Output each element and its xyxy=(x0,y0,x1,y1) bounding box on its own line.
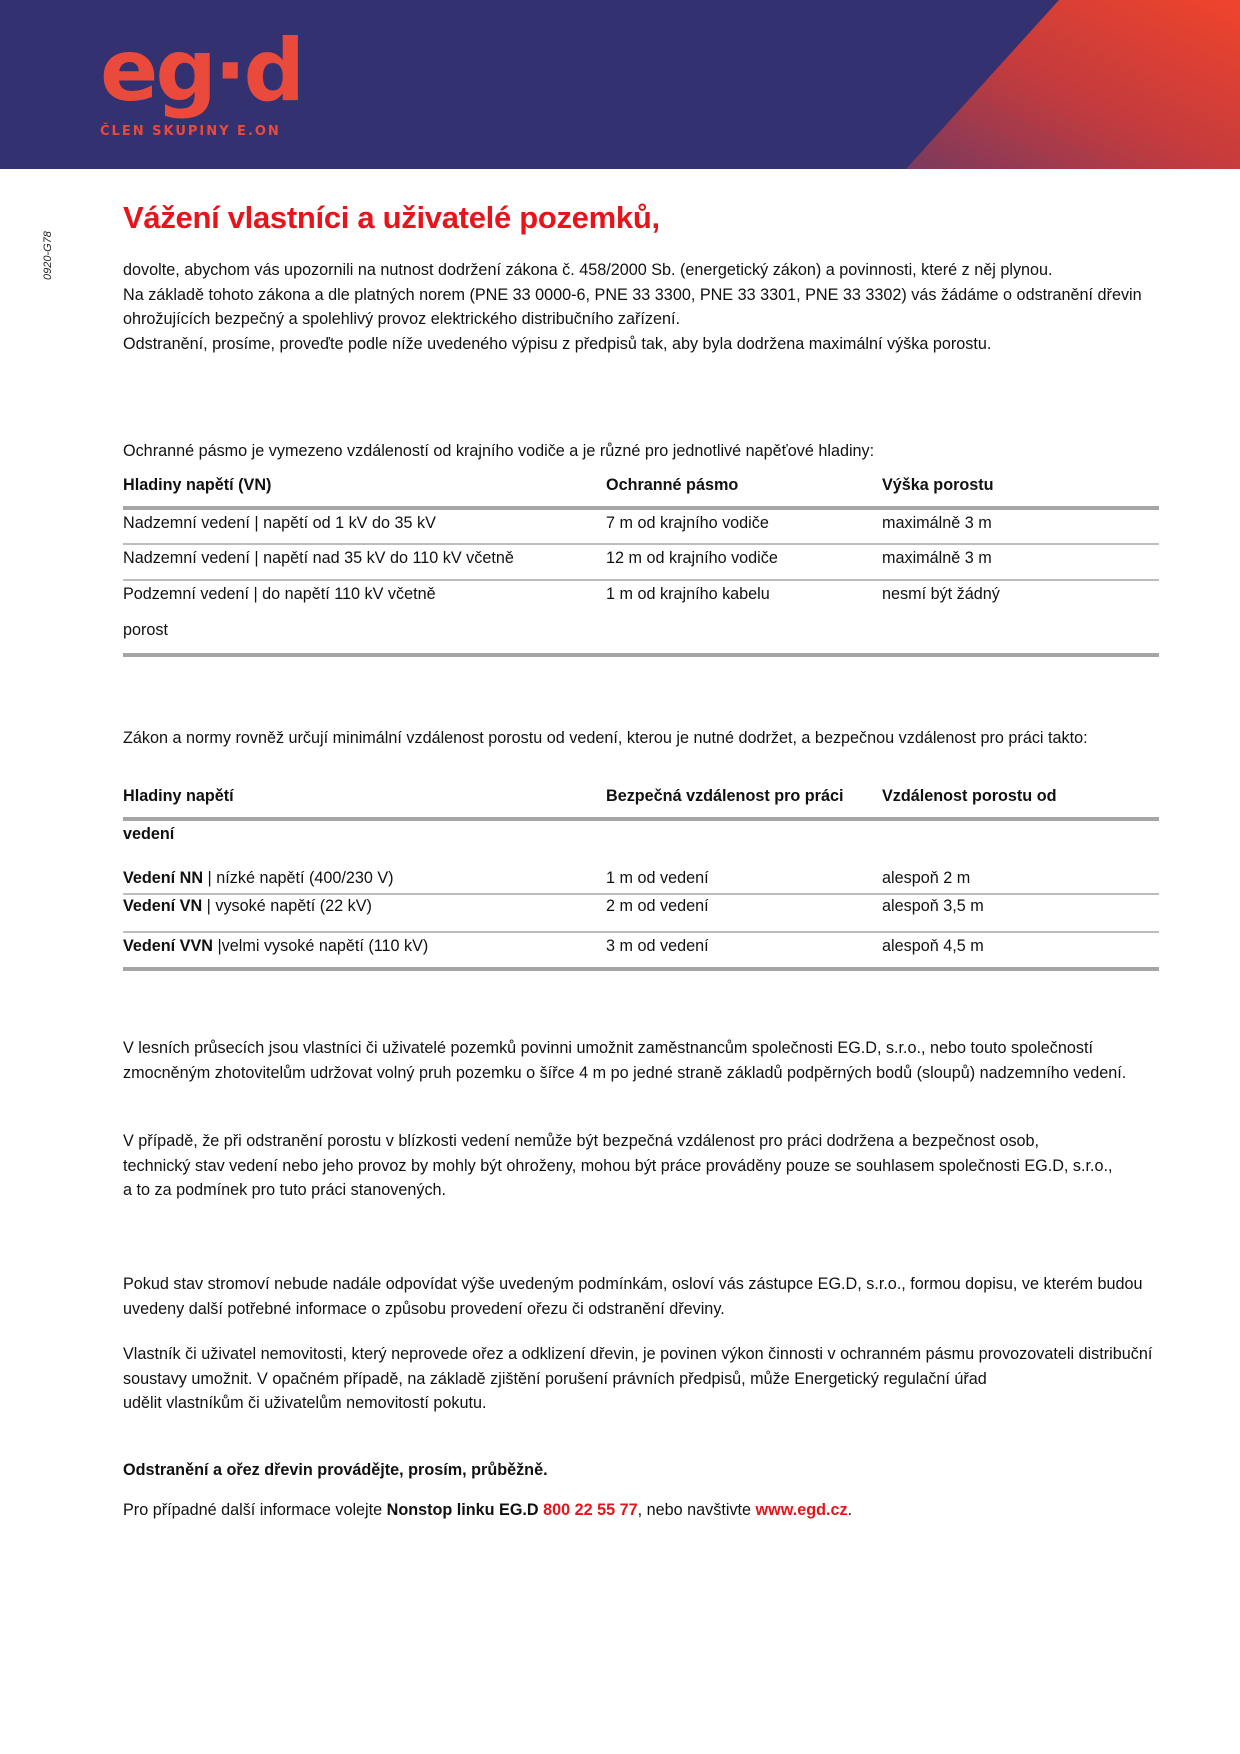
contact-line xyxy=(123,1498,1163,1523)
table-row xyxy=(123,545,1159,579)
egd-logo xyxy=(100,21,303,139)
safe-distance-table xyxy=(123,787,1159,971)
safety-line-2: technický stav vedení nebo jeho provoz by mohly být ohroženy, mohou být práce prováděny pouze se souhlasem společnosti EG.D, s.r.o., xyxy=(123,1156,1113,1175)
row-label: Vedení VN xyxy=(123,897,203,915)
table-header-cell: Hladiny napětí (VN) xyxy=(123,476,272,494)
call-to-action: Odstranění a ořez dřevin provádějte, prosím, průběžně. xyxy=(123,1461,548,1479)
logo-mark: eg·d xyxy=(100,21,303,121)
table-header-cell: Hladiny napětí xyxy=(123,787,234,805)
intro-paragraph xyxy=(123,258,1163,356)
row-description: |velmi vysoké napětí (110 kV) xyxy=(212,937,429,955)
table-cell: 1 m od vedení xyxy=(606,869,709,887)
contact-suffix: . xyxy=(847,1501,853,1519)
table1-caption: Ochranné pásmo je vymezeno vzdáleností od krajního vodiče a je různé pro jednotlivé napěťové hladiny: xyxy=(123,442,875,460)
hotline-label: Nonstop linku EG.D xyxy=(386,1501,539,1519)
table-cell: maximálně 3 m xyxy=(882,549,992,567)
table-divider xyxy=(123,653,1159,657)
forest-clearing-paragraph: V lesních průsecích jsou vlastníci či uživatelé pozemků povinni umožnit zaměstnancům společnosti EG.D, s.r.o., nebo touto společností zmocněným zhotovitelům udržovat volný pruh pozemku o šířce 4 m po jedné straně základů podpěrných bodů (sloupů) nadzemního vedení. xyxy=(123,1039,1127,1082)
penalty-line-2: udělit vlastníkům či uživatelům nemovitostí pokutu. xyxy=(123,1394,487,1412)
penalty-line-1: Vlastník či uživatel nemovitosti, který neprovede ořez a odklizení dřevin, je povinen výkon činnosti v ochranném pásmu provozovateli distribuční soustavy umožnit. V opačném případě, na základě zjištění porušení právních předpisů, může Energetický regulační úřad xyxy=(123,1345,1153,1388)
table-divider xyxy=(123,967,1159,971)
table-header-cell: Ochranné pásmo xyxy=(606,476,739,494)
table-row xyxy=(123,895,1159,931)
document-code: 0920-G78 xyxy=(42,231,54,280)
table-cell: alespoň 3,5 m xyxy=(882,897,984,915)
table-cell: nesmí být žádný xyxy=(882,585,1000,603)
table-row xyxy=(123,869,1159,893)
contact-prefix: Pro případné další informace volejte xyxy=(123,1501,387,1519)
table-cell: 3 m od vedení xyxy=(606,937,709,955)
table-cell: 7 m od krajního vodiče xyxy=(606,514,769,532)
safety-line-1: V případě, že při odstranění porostu v blízkosti vedení nemůže být bezpečná vzdálenost pro práci dodržena a bezpečnost osob, xyxy=(123,1132,1040,1150)
table-row-overflow xyxy=(123,621,1159,653)
contact-middle: , nebo navštivte xyxy=(637,1501,756,1519)
penalty-paragraph xyxy=(123,1342,1163,1416)
table2-caption: Zákon a normy rovněž určují minimální vzdálenost porostu od vedení, kterou je nutné dodržet, a bezpečnou vzdálenost pro práci takto: xyxy=(123,729,1088,747)
row-description: | nízké napětí (400/230 V) xyxy=(203,869,394,887)
table-header-cell: Vzdálenost porostu od xyxy=(882,787,1057,805)
intro-line-2: Na základě tohoto zákona a dle platných norem (PNE 33 0000-6, PNE 33 3300, PNE 33 3301, PNE 33 3302) vás žádáme o odstranění dřevin ohrožujících bezpečný a spolehlivý provoz elektrického distribučního zařízení. xyxy=(123,285,1142,328)
table-cell: 2 m od vedení xyxy=(606,897,709,915)
table-header-cell: Výška porostu xyxy=(882,476,994,494)
safety-line-3: a to za podmínek pro tuto práci stanovených. xyxy=(123,1181,447,1199)
logo-subtitle: ČLEN SKUPINY E.ON xyxy=(100,124,281,139)
hotline-phone-link[interactable]: 800 22 55 77 xyxy=(543,1501,638,1519)
row-label: Vedení VVN xyxy=(123,937,213,955)
table-cell: alespoň 4,5 m xyxy=(882,937,984,955)
table-cell: 1 m od krajního kabelu xyxy=(606,585,770,603)
table-header-cell: vedení xyxy=(123,825,175,843)
table-header-overflow xyxy=(123,821,1159,869)
table-row xyxy=(123,581,1159,621)
safety-paragraph xyxy=(123,1129,1163,1203)
table-cell: maximálně 3 m xyxy=(882,514,992,532)
table-row xyxy=(123,510,1159,543)
table-cell: Nadzemní vedení | napětí od 1 kV do 35 kV xyxy=(123,514,436,532)
table-header-row xyxy=(123,476,1159,506)
table-cell: Podzemní vedení | do napětí 110 kV včetně xyxy=(123,585,436,603)
table-cell: alespoň 2 m xyxy=(882,869,971,887)
table-header-cell: Bezpečná vzdálenost pro práci xyxy=(606,787,844,805)
table-header-row xyxy=(123,787,1159,817)
header-banner xyxy=(0,0,1240,169)
row-description: | vysoké napětí (22 kV) xyxy=(202,897,372,915)
row-label: Vedení NN xyxy=(123,869,204,887)
protection-zone-table xyxy=(123,476,1159,657)
intro-line-1: dovolte, abychom vás upozornili na nutnost dodržení zákona č. 458/2000 Sb. (energetický zákon) a povinnosti, které z něj plynou. xyxy=(123,261,1053,279)
notice-paragraph: Pokud stav stromoví nebude nadále odpovídat výše uvedeným podmínkám, osloví vás zástupce EG.D, s.r.o., formou dopisu, ve kterém budou uvedeny další potřebné informace o způsobu provedení ořezu či odstranění dřeviny. xyxy=(123,1275,1143,1318)
table-cell: Nadzemní vedení | napětí nad 35 kV do 110 kV včetně xyxy=(123,549,514,567)
page-title: Vážení vlastníci a uživatelé pozemků, xyxy=(123,200,660,235)
table-cell: porost xyxy=(123,621,168,639)
website-link[interactable]: www.egd.cz xyxy=(755,1501,848,1519)
table-cell: 12 m od krajního vodiče xyxy=(606,549,778,567)
table-row xyxy=(123,933,1159,967)
intro-line-3: Odstranění, prosíme, proveďte podle níže uvedeného výpisu z předpisů tak, aby byla dodržena maximální výška porostu. xyxy=(123,334,992,353)
